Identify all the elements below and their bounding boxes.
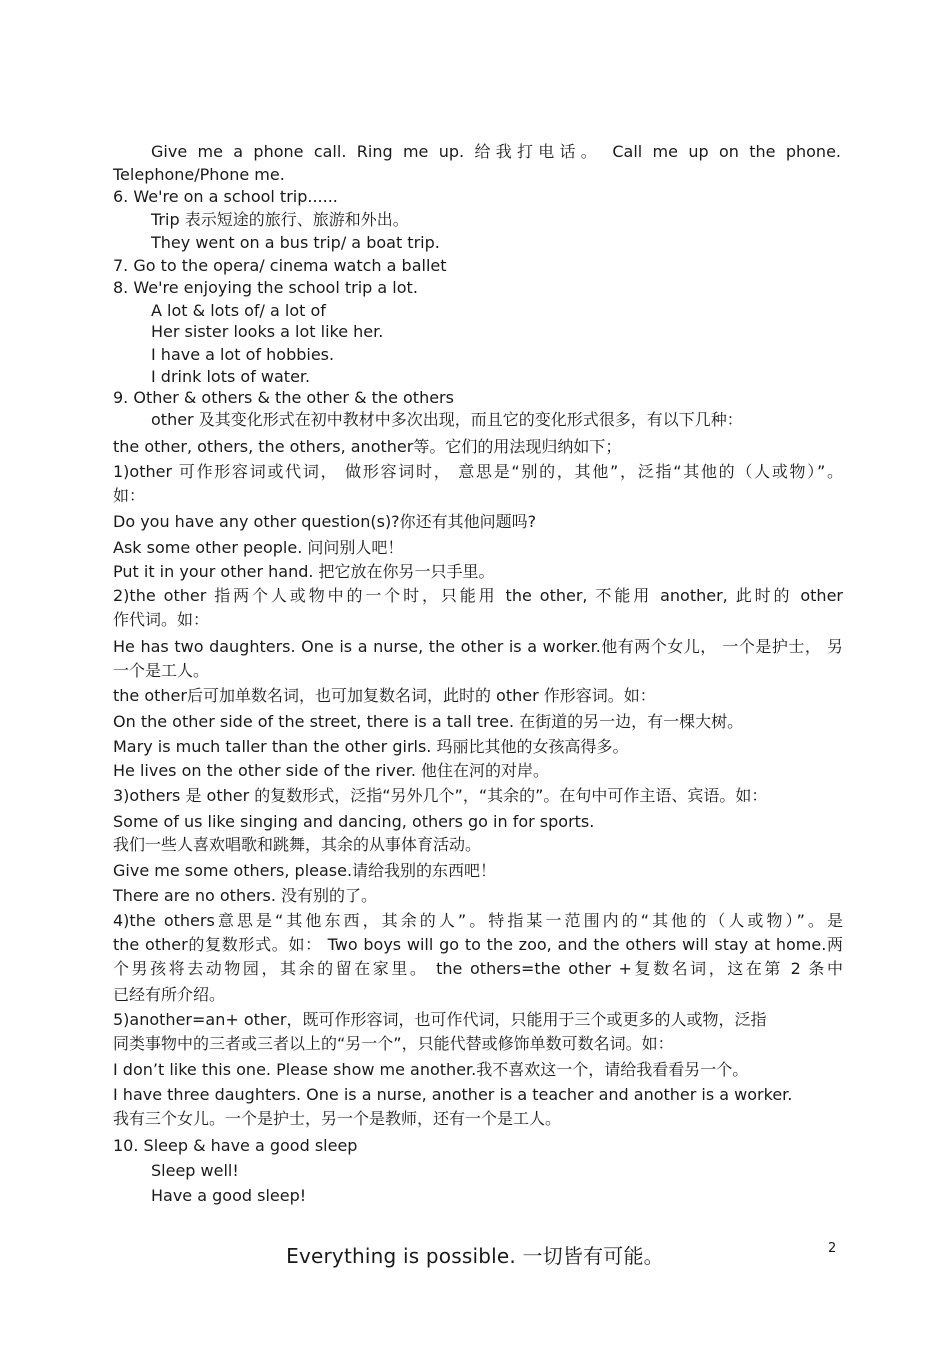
text-line: the other的复数形式。如： Two boys will go to the zoo, and the others will stay at home.两 (113, 935, 843, 954)
text-line: On the other side of the street, there is a tall tree. 在街道的另一边，有一棵大树。 (113, 712, 744, 731)
text-line: A lot & lots of/ a lot of (151, 301, 326, 320)
text-line: Her sister looks a lot like her. (151, 322, 384, 341)
text-line: They went on a bus trip/ a boat trip. (151, 233, 440, 252)
text-line: I have three daughters. One is a nurse, another is a teacher and another is a worker. (113, 1085, 793, 1104)
text-line: 2)the other 指两个人或物中的一个时，只能用 the other, 不能用 another, 此时的 other (113, 586, 843, 605)
text-line: 1)other 可作形容词或代词， 做形容词时， 意思是“别的，其他”，泛指“其他的（人或物）”。 (113, 462, 843, 481)
text-line: 我们一些人喜欢唱歌和跳舞，其余的从事体育活动。 (113, 835, 482, 854)
text-line: He has two daughters. One is a nurse, the other is a worker.他有两个女儿， 一个是护士， 另 (113, 637, 843, 656)
text-line: the other, others, the others, another等。它们的用法现归纳如下； (113, 437, 622, 456)
footer-motto: Everything is possible. 一切皆有可能。 (286, 1244, 664, 1268)
text-line: 作代词。如： (113, 610, 210, 629)
text-line: Give me a phone call. Ring me up. 给我打电话。 Call me up on the phone. (151, 142, 841, 161)
text-line: Give me some others, please.请给我别的东西吧！ (113, 861, 497, 880)
text-line: I drink lots of water. (151, 367, 311, 386)
section-heading: 6. We're on a school trip...... (113, 187, 338, 206)
page-number: 2 (828, 1241, 837, 1256)
text-line: Put it in your other hand. 把它放在你另一只手里。 (113, 562, 495, 581)
text-line: Mary is much taller than the other girls. 玛丽比其他的女孩高得多。 (113, 737, 629, 756)
text-line: There are no others. 没有别的了。 (113, 886, 378, 905)
text-line: 我有三个女儿。一个是护士，另一个是教师，还有一个是工人。 (113, 1109, 562, 1128)
text-line: 3)others 是 other 的复数形式，泛指“另外几个”，“其余的”。在句中可作主语、宾语。如： (113, 786, 768, 805)
section-heading: 8. We're enjoying the school trip a lot. (113, 278, 418, 297)
text-line: I have a lot of hobbies. (151, 345, 335, 364)
text-line: Telephone/Phone me. (113, 165, 285, 184)
section-heading: 9. Other & others & the other & the others (113, 388, 454, 407)
text-line: the other后可加单数名词，也可加复数名词，此时的 other 作形容词。如： (113, 686, 656, 705)
text-line: 已经有所介绍。 (113, 985, 226, 1004)
text-line: Trip 表示短途的旅行、旅游和外出。 (151, 210, 409, 229)
text-line: I don’t like this one. Please show me another.我不喜欢这一个，请给我看看另一个。 (113, 1060, 749, 1079)
text-line: 个男孩将去动物园，其余的留在家里。 the others=the other +复数名词，这在第 2 条中 (113, 959, 843, 978)
section-heading: 7. Go to the opera/ cinema watch a ballet (113, 256, 447, 275)
section-heading: 10. Sleep & have a good sleep (113, 1136, 358, 1155)
text-line: Sleep well! (151, 1161, 239, 1180)
text-line: 4)the others意思是“其他东西，其余的人”。特指某一范围内的“其他的（人或物）”。是 (113, 911, 843, 930)
text-line: Do you have any other question(s)?你还有其他问题吗? (113, 512, 537, 531)
text-line: 5)another=an+ other，既可作形容词，也可作代词，只能用于三个或更多的人或物，泛指 (113, 1010, 767, 1029)
text-line: Some of us like singing and dancing, others go in for sports. (113, 812, 595, 831)
text-line: Ask some other people. 问问别人吧！ (113, 538, 404, 557)
text-line: other 及其变化形式在初中教材中多次出现，而且它的变化形式很多，有以下几种： (151, 410, 743, 429)
text-line: Have a good sleep! (151, 1186, 307, 1205)
text-line: He lives on the other side of the river. 他住在河的对岸。 (113, 761, 549, 780)
text-line: 同类事物中的三者或三者以上的“另一个”，只能代替或修饰单数可数名词。如： (113, 1034, 674, 1053)
text-line: 如： (113, 486, 146, 505)
text-line: 一个是工人。 (113, 661, 210, 680)
